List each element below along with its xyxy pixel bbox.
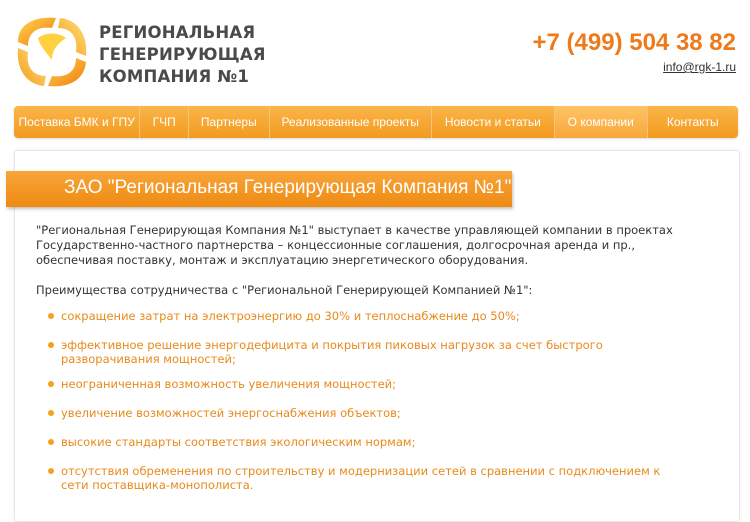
logo-line: РЕГИОНАЛЬНАЯ xyxy=(99,23,256,42)
nav-item-news[interactable]: Новости и статьи xyxy=(432,106,555,138)
advantages-heading: Преимущества сотрудничества с "Региональной Генерирующей Компанией №1": xyxy=(36,283,533,297)
intro-paragraph: "Региональная Генерирующая Компания №1" выступает в качестве управляющей компании в проектах Государственно-частного партнерства – концессионные соглашения, долгосрочная аренда и пр., обеспечивая поставку, монтаж и эксплуатацию энергетического оборудования. xyxy=(36,223,673,267)
nav-item-partners[interactable]: Партнеры xyxy=(189,106,270,138)
bullet-icon xyxy=(48,468,54,474)
bullet-icon xyxy=(48,410,54,416)
bullet-icon xyxy=(48,342,54,348)
bullet-icon xyxy=(48,313,54,319)
company-logo-text[interactable] xyxy=(99,22,266,88)
nav-item-bmk-gpu[interactable]: Поставка БМК и ГПУ xyxy=(14,106,140,138)
phone-number: +7 (499) 504 38 82 xyxy=(532,29,736,56)
nav-item-about[interactable]: О компании xyxy=(555,106,647,138)
site-header xyxy=(0,0,750,100)
bullet-icon xyxy=(48,381,54,387)
nav-item-gchp[interactable]: ГЧП xyxy=(140,106,189,138)
bullet-icon xyxy=(48,439,54,445)
page-title-banner xyxy=(6,171,512,207)
logo-line: ГЕНЕРИРУЮЩАЯ xyxy=(99,45,266,64)
page-title: ЗАО "Региональная Генерирующая Компания №1" xyxy=(64,177,512,198)
logo-line: КОМПАНИЯ №1 xyxy=(99,67,250,86)
email-link[interactable]: info@rgk-1.ru xyxy=(663,60,736,74)
nav-item-contacts[interactable]: Контакты xyxy=(666,115,719,129)
nav-item-projects[interactable]: Реализованные проекты xyxy=(270,106,432,138)
company-logo-icon[interactable] xyxy=(12,12,92,92)
main-navigation xyxy=(14,106,738,138)
